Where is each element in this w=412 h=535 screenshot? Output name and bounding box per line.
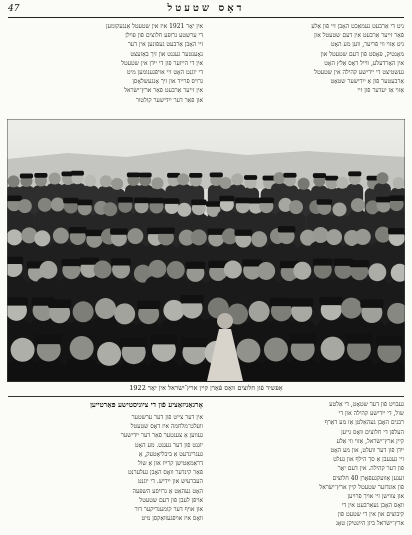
person-hat: [157, 228, 175, 234]
text-line: העלפֿן די חלוצים וואָס גייען: [341, 428, 404, 436]
person-hat: [219, 196, 234, 202]
person-hat: [111, 258, 131, 265]
person-hat: [118, 197, 133, 203]
person-face: [298, 178, 310, 190]
text-line: אין זייער אַרבעט פֿאַר ארץ־ישׂראל: [124, 87, 203, 95]
person-hat: [110, 228, 128, 234]
text-line: און צווישן זיי אויך פֿרויען: [347, 492, 404, 500]
text-line: אין יאָר 1921 איז אין שטעטל אַנגעקומען: [106, 23, 203, 30]
person-hat: [137, 301, 160, 309]
text-column-top-right: [214, 22, 404, 96]
person-figure: [373, 361, 405, 382]
person-hat: [7, 257, 23, 264]
person-hat: [134, 198, 149, 204]
person-hat: [180, 295, 203, 303]
person-face: [39, 261, 57, 279]
person-hat: [289, 334, 315, 344]
person-face: [177, 203, 191, 217]
person-face: [219, 177, 231, 189]
person-hat: [120, 337, 146, 347]
person-hat: [270, 298, 293, 306]
person-hat: [7, 297, 28, 305]
person-face: [321, 337, 345, 361]
text-line: שול, די ייִדישע קהילה און די: [338, 410, 404, 418]
person-face: [289, 200, 303, 214]
person-hat: [71, 171, 84, 176]
person-hat: [360, 299, 383, 307]
text-line: ארץ־ישׂראל ביזן הײַנטיקן טאָג: [335, 520, 404, 528]
group-photograph: [7, 119, 405, 382]
person-figure: [117, 362, 151, 382]
person-face: [111, 178, 123, 190]
person-face: [100, 175, 112, 187]
person-face: [53, 228, 69, 244]
person-face: [257, 262, 275, 280]
person-face: [249, 301, 270, 322]
person-hat: [36, 334, 62, 344]
person-face: [264, 338, 288, 362]
person-hat: [346, 334, 372, 344]
text-line: ניט אַזוי ווי פֿריִער, ווען מע האָט: [330, 41, 404, 49]
text-line: די יוגנט האָט זיי אויפֿגענומען מיט: [126, 68, 203, 76]
person-face: [151, 177, 163, 189]
text-line: וואָס האָבן געאַרבעט אין די: [341, 502, 404, 510]
person-face: [231, 173, 243, 185]
person-hat: [34, 173, 47, 178]
person-hat: [20, 174, 33, 179]
person-hat: [151, 335, 177, 345]
text-line: און אויף דער קומענדיקער דור: [134, 505, 203, 513]
person-hat: [320, 297, 343, 305]
person-face: [73, 301, 94, 322]
person-hat: [77, 200, 92, 206]
text-line: אין די הייזער פֿון די ייִדן אין שטעטל: [121, 59, 203, 67]
text-line: אין דער צייט פֿון דער ערשטער: [131, 414, 203, 421]
photograph-image: [7, 119, 405, 382]
person-face: [51, 198, 65, 212]
text-line: פֿון אונדזער שטעטל קיין ארץ־ישׂראל: [319, 483, 404, 491]
person-hat: [283, 173, 296, 178]
person-face: [326, 229, 342, 245]
person-hat: [149, 198, 164, 204]
person-face: [49, 172, 61, 184]
person-hat: [189, 173, 202, 178]
text-line: געשטיצט די יידישע קהילה אין שטעטל: [314, 68, 404, 76]
person-hat: [348, 171, 361, 176]
person-hat: [244, 175, 257, 180]
divider: [8, 396, 404, 397]
person-hat: [313, 258, 333, 265]
person-figure: [147, 359, 181, 382]
person-hat: [278, 226, 296, 232]
person-face: [18, 199, 32, 213]
person-face: [313, 227, 329, 243]
person-face: [332, 202, 346, 216]
text-line: גרויס פֿרייד און זיך אָנגעשלאָסן: [132, 78, 203, 86]
text-line: געבויט פֿון דער שטאָט, די אַלטע: [329, 401, 404, 408]
person-hat: [85, 230, 103, 236]
person-face: [376, 172, 388, 184]
person-figure: [32, 359, 66, 382]
person-face: [103, 202, 117, 216]
person-face: [293, 262, 311, 280]
person-hat: [164, 198, 179, 204]
text-line: און פֿאַר דער ייִדישער קולטור: [135, 96, 203, 104]
person-face: [368, 263, 386, 281]
text-line: מאָנטיק, פּאָסט פֿון דעם שטעטל און: [320, 50, 404, 58]
person-hat: [313, 173, 326, 178]
person-figure: [286, 359, 320, 382]
text-column-top-left: [8, 22, 203, 105]
text-line: געגרינדעט אַ ביבליאָטעק, אַ: [138, 450, 203, 458]
person-face: [351, 198, 365, 212]
text-line: ייִדן פֿון דער וועלט, און מע האָט: [330, 446, 404, 454]
person-face: [355, 229, 371, 245]
text-line: קיין ארץ־ישׂראל, אַזוי ווי אַלע: [336, 437, 404, 445]
person-hat: [259, 197, 274, 203]
person-hat: [61, 259, 81, 266]
page-number: 47: [8, 4, 20, 14]
text-line: זענען אַוועקגעפֿאָרן 40 חלוצים: [332, 474, 404, 482]
text-line: נאָענטער געגנט און זיך באַזעצט: [130, 50, 203, 58]
person-face: [7, 229, 22, 245]
person-hat: [349, 260, 369, 267]
child-face: [217, 313, 233, 329]
text-line: פֿאַר זייער אַרבעט אין דעם שטעטל און: [314, 32, 404, 40]
text-line: קיבוצים און אין די שטעט פֿון: [337, 511, 404, 519]
person-hat: [191, 199, 206, 205]
person-hat: [139, 173, 152, 178]
person-hat: [290, 298, 313, 306]
person-hat: [63, 198, 78, 204]
text-line: אַרבעטער פֿון אַ ייִדישער שטאָט: [330, 78, 404, 86]
person-hat: [317, 199, 332, 205]
section-heading: אָרגאַניזאַציע פֿון די ציוניסטישע פּאַרטייען: [90, 400, 203, 409]
person-hat: [7, 196, 22, 202]
person-hat: [388, 228, 405, 234]
text-line: זיי האָבן אַרבעט געפֿונען אין דער: [127, 41, 203, 49]
text-line: אין האָרדעלע, ווייל דאָס אַלץ האָט: [324, 59, 404, 67]
running-header: [8, 3, 404, 18]
text-line: אַזוי אַז יעדער פֿון זיי: [357, 87, 404, 95]
person-hat: [181, 337, 207, 347]
text-line: דראַמאַטישן קרײַז און אַ שול: [138, 459, 203, 467]
person-hat: [376, 336, 402, 346]
text-line: יוגנט פֿון דער געגנט. מע האָט: [134, 441, 203, 449]
person-hat: [325, 176, 338, 181]
person-figure: [342, 359, 376, 382]
text-column-bottom-left: [8, 413, 203, 523]
text-line: אויפֿן לעבן פֿון דעם שטעטל: [139, 496, 203, 504]
person-face: [127, 228, 143, 244]
text-line: רבנים האָבן געהאַלטן אַז מע דאַרף: [324, 419, 404, 427]
person-face: [236, 339, 260, 363]
person-face: [38, 198, 52, 212]
text-line: פֿון דער קהילה. אין דעם יאָר: [337, 465, 404, 473]
person-face: [70, 336, 94, 360]
text-line: ניט די אַרבעט געמאַכט האָבן זיי פֿון אַלע: [311, 23, 404, 30]
text-line: זיי געגעבן אַ סך הילף און געלט: [333, 456, 404, 464]
text-line: וואָס איז אויפֿגעוואַקסן מיט: [141, 515, 203, 523]
person-face: [148, 260, 166, 278]
person-hat: [69, 227, 87, 233]
person-face: [114, 303, 135, 324]
person-face: [224, 261, 242, 279]
person-face: [191, 229, 207, 245]
person-face: [336, 177, 348, 189]
person-hat: [186, 262, 206, 269]
person-hat: [127, 172, 140, 177]
text-line: האָט געהאַט אַ גרויסע השפּעה: [132, 487, 203, 495]
person-face: [177, 173, 189, 185]
person-hat: [48, 300, 71, 308]
person-face: [163, 300, 184, 321]
person-hat: [206, 201, 221, 207]
person-hat: [389, 195, 404, 201]
person-hat: [234, 230, 252, 236]
photo-caption: אָפּשיד פֿון חלוצים וואָס פֿאָרן קיין ארץ־ישׂראל אין יאָר 1922: [129, 384, 283, 392]
journal-title: דאָס שטעטל: [167, 3, 245, 14]
person-face: [341, 298, 362, 319]
person-face: [8, 175, 20, 187]
person-face: [167, 261, 185, 279]
text-line: וועלט־מלחמה איז דאָס שטעטל: [130, 423, 203, 431]
text-line: געווען אַ צענטער פֿאַר דער ייִדישער: [120, 432, 203, 440]
person-hat: [210, 172, 223, 177]
text-line: העברעיִש און ייִדיש. די יוגנט: [137, 478, 203, 486]
person-face: [251, 231, 267, 247]
person-face: [11, 338, 35, 362]
person-face: [34, 230, 50, 246]
person-face: [84, 175, 96, 187]
text-line: פֿאַר קינדער וואָס האָבן געלערנט: [128, 469, 203, 477]
person-face: [97, 342, 121, 366]
person-face: [393, 177, 405, 189]
text-column-bottom-right: [214, 400, 404, 529]
person-face: [95, 298, 116, 319]
text-line: די ערשטע גרופּע חלוצים פֿון פּוילן: [125, 32, 203, 40]
person-face: [94, 260, 112, 278]
